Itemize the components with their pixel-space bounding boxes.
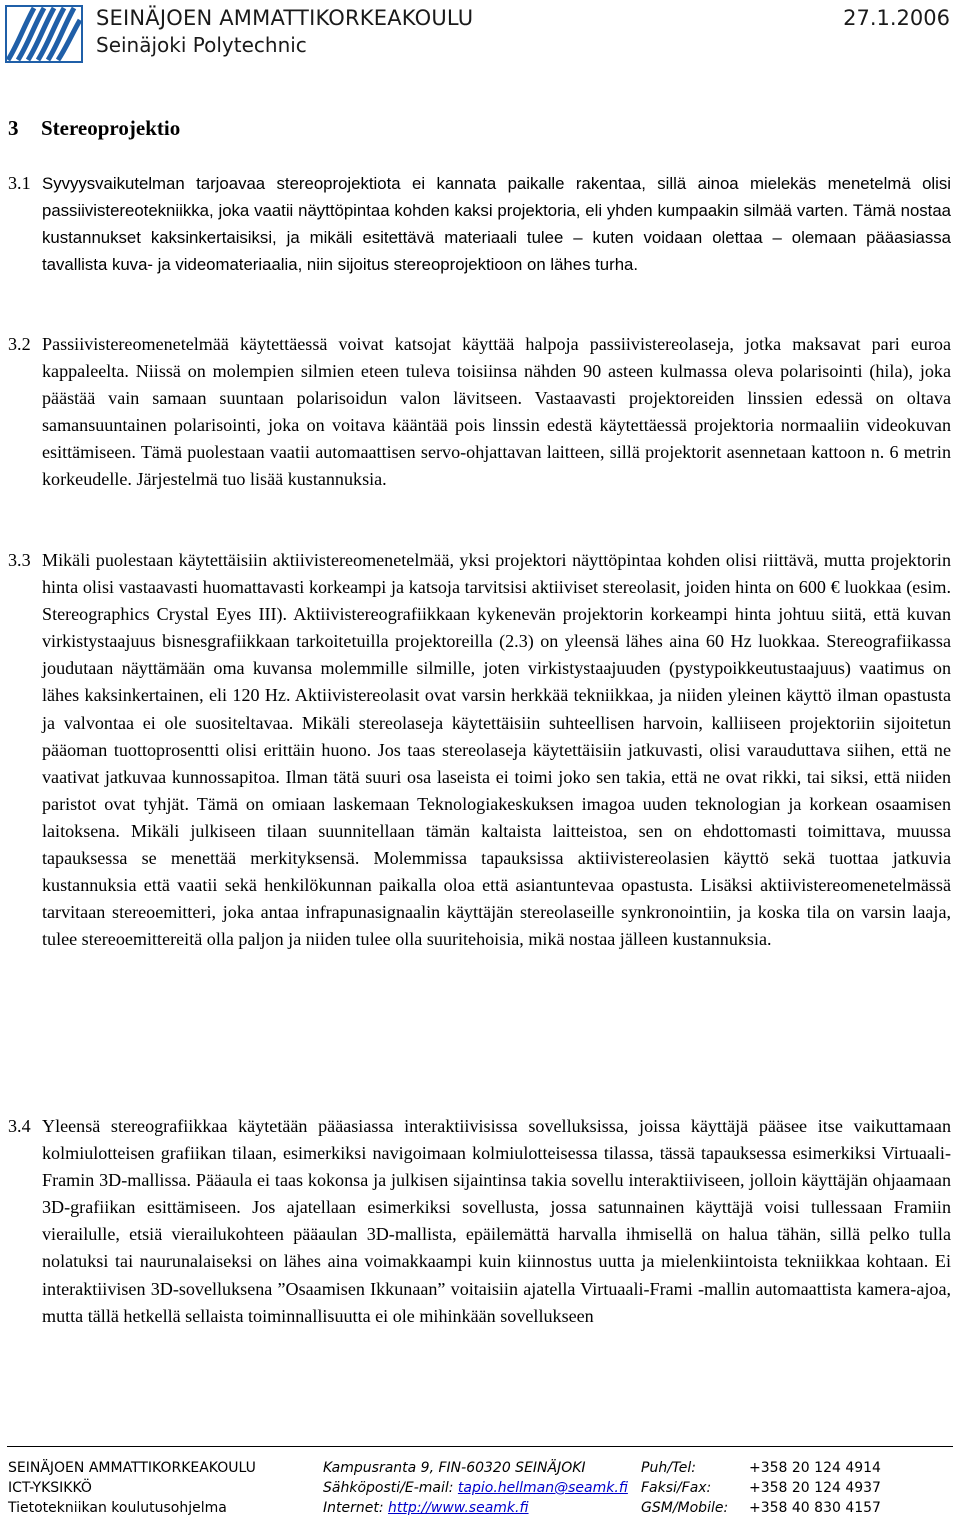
website-link[interactable]: http://www.seamk.fi <box>388 1500 529 1516</box>
footer-contact-column <box>323 1458 628 1518</box>
email-link[interactable]: tapio.hellman@seamk.fi <box>457 1480 628 1496</box>
footer-address: Kampusranta 9, FIN-60320 SEINÄJOKI <box>323 1460 586 1476</box>
header-date: 27.1.2006 <box>843 6 950 30</box>
footer-unit: ICT-YKSIKKÖ <box>8 1480 92 1496</box>
paragraph-text-part2: Tämä nostaa kustannukset kaksinkertaisiksi, ja mikäli esitettävä materiaali tulee – kuten voidaan olettaa – olemaan pääasiassa tavallista kuva- ja videomateriaalia, niin sijoitus stereoprojektioon on lähes turha. <box>42 201 951 275</box>
school-logo <box>4 4 84 64</box>
section-title-text: Stereoprojektio <box>41 116 181 140</box>
mobile-number: +358 40 830 4157 <box>749 1500 881 1516</box>
footer-phone-labels <box>641 1458 728 1518</box>
paragraph-3-3 <box>8 547 951 953</box>
paragraph-3-2 <box>8 331 951 494</box>
paragraph-text: Mikäli puolestaan käytettäisiin aktiivistereomenetelmää, yksi projektori näyttöpintaa kohden olisi riittävä, mutta projektorin hinta olisi vastaavasti huomattavasti korkeampi ja katsoja tarvitsisi aktiiviset stereolasit, joiden hinta on 600 € luokkaa (esim. Stereographics Crystal Eyes III). Aktiivistereografiikkaan kykenevän projektorin korkeampi hinta johtuu siitä, että kuvan virkistystaajuus bisnesgrafiikkaan tarkoitetuilla projektoreilla (2.3) on yleensä lähes aina 60 Hz luokkaa. Stereografiikassa joudutaan näyttämään oma kuvansa molemmille silmille, joten virkistystaajuuden (pystypoikkeutustaajuus) vaatimus on lähes kaksinkertainen, eli 120 Hz. Aktiivistereolasit ovat varsin herkkää tekniikkaa, ja niiden yleinen käyttö ilman opastusta ja valvontaa ei ole suositeltavaa. Mikäli stereolaseja käytettäisiin suhteellisen harvoin, kalliiseen projektoriin sijoitetun pääoman tuottoprosentti olisi erittäin huono. Jos taas stereolaseja käytettäisiin jatkuvasti, olisi varauduttava siihen, että ne vaativat jatkuvaa kunnossapitoa. Ilman tätä suuri osa laseista ei toimi joko sen takia, että ne ovat rikki, tai siksi, että niiden paristot ovat tyhjät. Tämä on omiaan laskemaan Teknologiakeskuksen imagoa uuden teknologian ja korkean osaamisen laitoksena. Mikäli julkiseen tilaan suunnitellaan tämän kaltaista laitteistoa, sen on ehdottomasti toimittava, muussa tapauksessa se menettää merkityksensä. Molemmissa tapauksissa aktiivistereolasien käyttö sekä tuottaa jatkuvia kustannuksia että vaatii sekä henkilökunnan paikalla oloa että asiantuntevaa opastusta. Lisäksi aktiivistereomenetelmässä tarvitaan stereoemitteri, joka antaa infrapunasignaalin käyttäjän stereolaseille synkronointiin, ja koska tila on varsin laaja, tulee stereoemittereitä olla paljon ja niiden tulee olla suuritehoisia, mikä nostaa jälleen kustannuksia. <box>42 550 951 950</box>
phone-number: +358 20 124 4914 <box>749 1460 881 1476</box>
footer-internet-row <box>323 1498 628 1518</box>
paragraph-number: 3.1 <box>8 173 31 193</box>
header-org-subtitle: Seinäjoki Polytechnic <box>96 33 307 57</box>
footer-email-label: Sähköposti/E-mail: <box>323 1480 458 1496</box>
paragraph-number: 3.3 <box>8 550 31 570</box>
footer-program: Tietotekniikan koulutusohjelma <box>8 1500 227 1516</box>
mobile-label: GSM/Mobile: <box>641 1500 729 1516</box>
footer-divider <box>7 1446 953 1447</box>
footer-org-column <box>8 1458 256 1518</box>
paragraph-number: 3.4 <box>8 1116 31 1136</box>
paragraph-3-1 <box>8 170 951 278</box>
header-org-name: SEINÄJOEN AMMATTIKORKEAKOULU <box>96 6 474 30</box>
section-number: 3 <box>8 116 19 140</box>
paragraph-text: Passiivistereomenetelmää käytettäessä voivat katsojat käyttää halpoja passiivistereolaseja, jotka maksavat pari euroa kappaleelta. Niissä on molempien silmien eteen tuleva toisiinsa nähden 90 asteen kulmassa oleva polarisointi (hila), joka päästää vain samaan suuntaan polarisoidun valon lävitseen. Vastaavasti projektoreiden linssien edessä on oltava samansuuntainen polarisointi, joka on voitava kääntää pois linssin edestä käytettäessä projektoria normaaliin videokuvan esittämiseen. Tämä puolestaan vaatii automaattisen servo-ohjattavan laitteen, sillä projektorit asennetaan kattoon n. 6 metrin korkeudelle. Järjestelmä tuo lisää kustannuksia. <box>42 334 951 490</box>
paragraph-number: 3.2 <box>8 334 31 354</box>
footer-phone-values <box>749 1458 881 1518</box>
paragraph-text-part1: Syvyysvaikutelman tarjoavaa stereoprojektiota ei kannata paikalle rakentaa, sillä ainoa mielekäs menetelmä olisi passiivistereotekniikka, joka vaatii näyttöpintaa kohden kaksi projektoria, eli yhden kumpaakin silmää varten. <box>42 174 951 221</box>
phone-label: Puh/Tel: <box>641 1460 696 1476</box>
footer-internet-label: Internet: <box>323 1500 389 1516</box>
paragraph-3-4 <box>8 1113 951 1330</box>
section-title <box>8 116 180 141</box>
footer-email-row <box>323 1478 628 1498</box>
fax-number: +358 20 124 4937 <box>749 1480 881 1496</box>
footer-org-name: SEINÄJOEN AMMATTIKORKEAKOULU <box>8 1460 256 1476</box>
paragraph-text: Yleensä stereografiikkaa käytetään pääasiassa interaktiivisissa sovelluksissa, joissa käyttäjä pääsee itse vaikuttamaan kolmiulotteisen grafiikan tilaan, esimerkiksi navigoimaan kolmiulotteisessa tilassa, tässä tapauksessa esimerkiksi Virtuaali-Framin 3D-mallissa. Pääaula ei taas kokonsa ja julkisen sijaintinsa takia sovellu interaktiiviseen, jolloin käyttäjän ohjaamaan 3D-grafiikan esittämiseen. Jos ajatellaan esimerkiksi sovellusta, jossa satunnainen käyttäjä voisi tullessaan Framiin vierailulle, etsiä vierailukohteen pääaulan 3D-mallista, epäilemättä harvalla ihmisellä on halua tähän, sillä pelko tulla nolatuksi tai naurunalaiseksi on lähes aina voimakkaampi kuin kiinnostus uutta ja mielenkiintoista tekniikkaa kohtaan. Ei interaktiivisen 3D-sovelluksena ”Osaamisen Ikkunaan” voitaisiin ajatella Virtuaali-Frami -mallin automaattista kamera-ajoa, mutta tällä hetkellä sellaista toiminnallisuutta ei ole mihinkään sovellukseen <box>42 1116 951 1326</box>
fax-label: Faksi/Fax: <box>641 1480 712 1496</box>
